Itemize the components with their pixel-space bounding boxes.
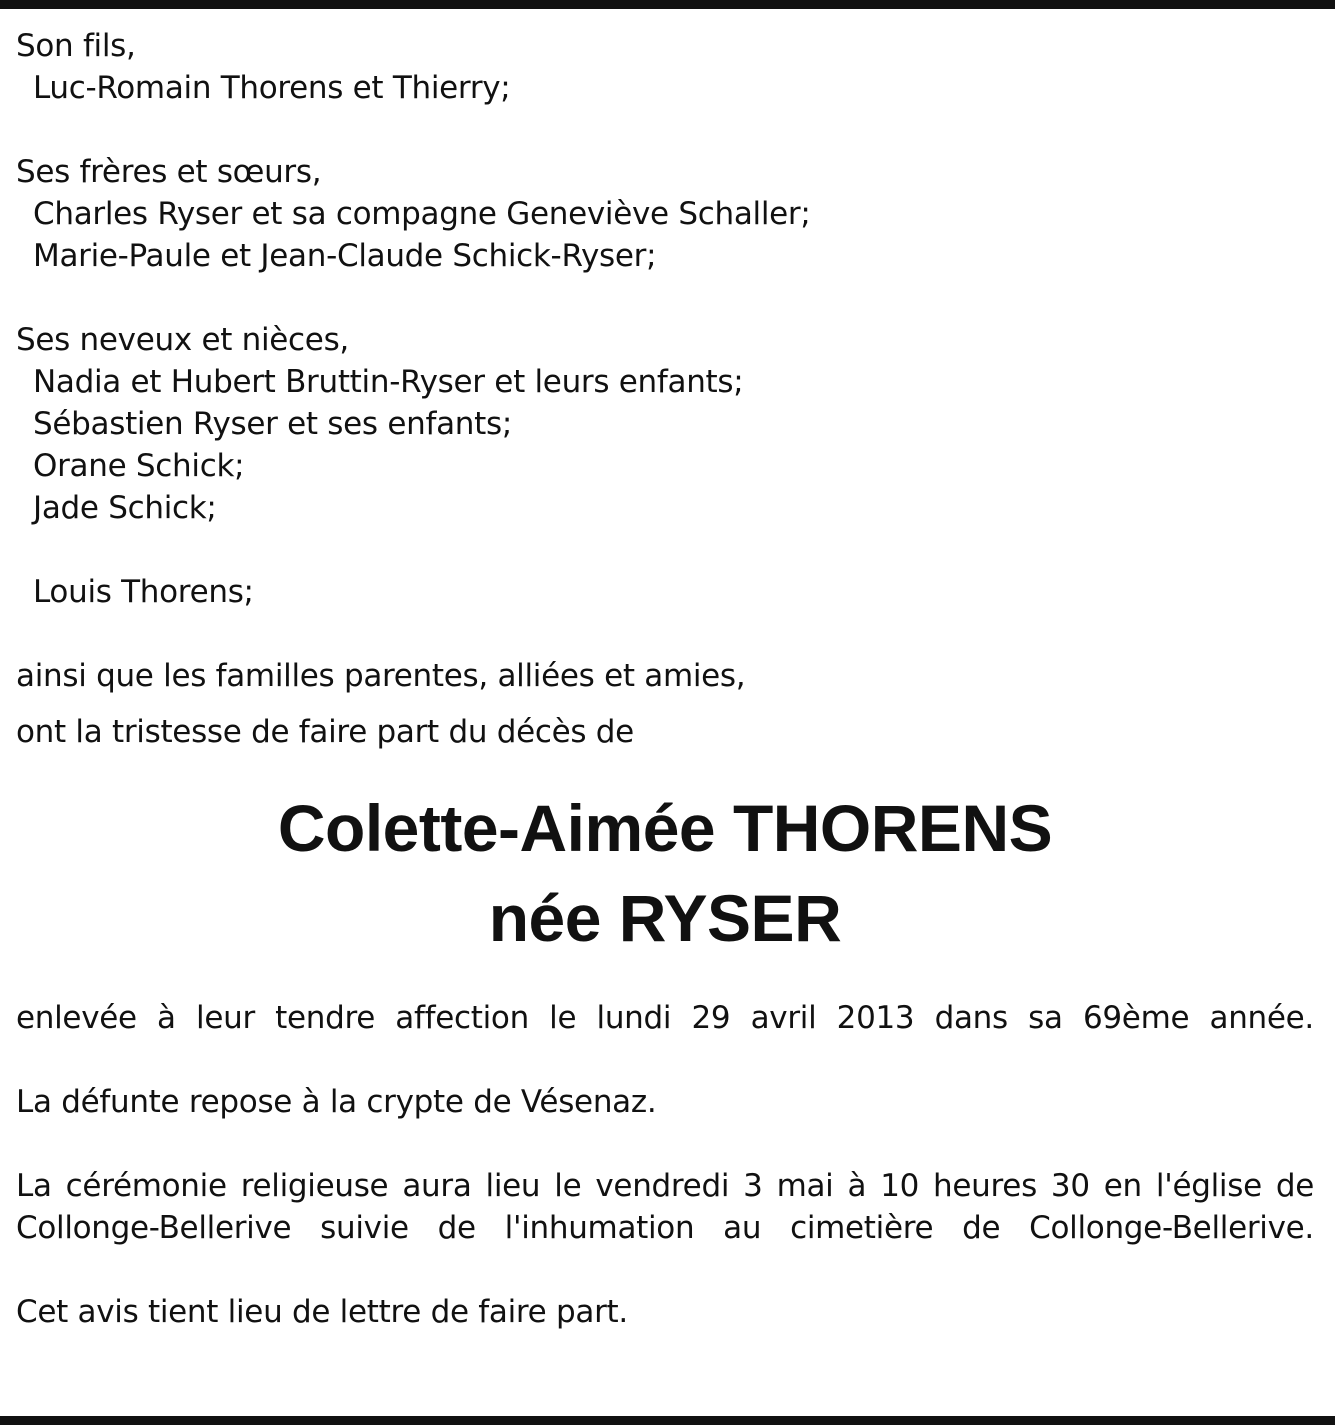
- bottom-border-rule: [0, 1416, 1335, 1425]
- other-relative: Louis Thorens;: [33, 574, 254, 610]
- sibling-name: Charles Ryser et sa compagne Geneviève Schaller;: [33, 196, 811, 232]
- deceased-name: Colette-Aimée THORENS: [277, 791, 1053, 865]
- passing-line: enlevée à leur tendre affection le lundi 29 avril 2013 dans sa 69ème année.: [16, 1000, 1314, 1036]
- resting-place-line: La défunte repose à la crypte de Vésenaz.: [16, 1084, 657, 1120]
- announcement-line: ont la tristesse de faire part du décès de: [16, 714, 634, 750]
- nephew-name: Jade Schick;: [33, 490, 217, 526]
- nephew-name: Nadia et Hubert Bruttin-Ryser et leurs enfants;: [33, 364, 744, 400]
- notice-line: Cet avis tient lieu de lettre de faire part.: [16, 1294, 628, 1330]
- siblings-heading: Ses frères et sœurs,: [16, 154, 322, 190]
- sons-heading: Son fils,: [16, 28, 136, 64]
- top-border-rule: [0, 0, 1335, 9]
- relatives-line: ainsi que les familles parentes, alliées et amies,: [16, 658, 746, 694]
- obituary-notice: [16, 25, 1314, 1333]
- nephews-heading: Ses neveux et nièces,: [16, 322, 349, 358]
- deceased-maiden-name: née RYSER: [488, 881, 842, 955]
- nephew-name: Sébastien Ryser et ses enfants;: [33, 406, 512, 442]
- son-name: Luc-Romain Thorens et Thierry;: [33, 70, 511, 106]
- deceased-name-block: [16, 783, 1314, 963]
- nephew-name: Orane Schick;: [33, 448, 245, 484]
- ceremony-line: Collonge-Bellerive suivie de l'inhumation au cimetière de Collonge-Bellerive.: [16, 1210, 1314, 1246]
- ceremony-line: La cérémonie religieuse aura lieu le vendredi 3 mai à 10 heures 30 en l'église de: [16, 1168, 1314, 1204]
- sibling-name: Marie-Paule et Jean-Claude Schick-Ryser;: [33, 238, 657, 274]
